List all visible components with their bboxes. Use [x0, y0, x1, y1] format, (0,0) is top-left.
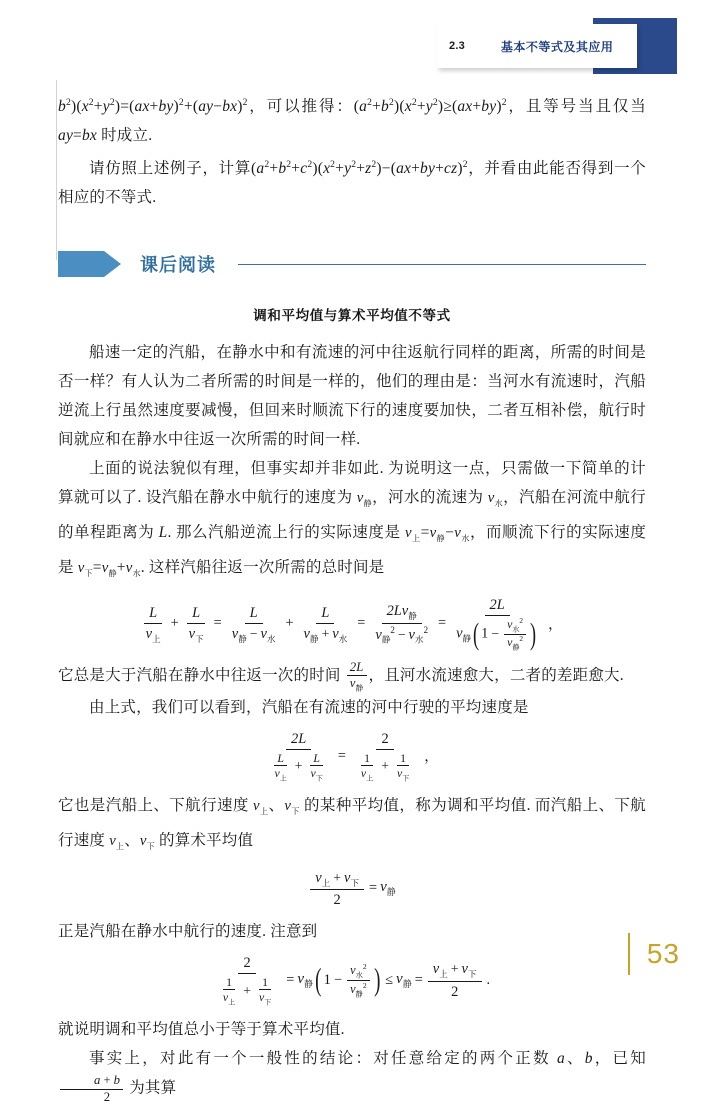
- footer-accent-rule: [628, 933, 630, 975]
- paren-open-icon-2: (: [315, 962, 322, 998]
- frac-1-over-vxia: $\frac{1}{v_下}$: [396, 750, 410, 783]
- reading-paragraph-5: 它也是汽船上、下航行速度 $v_上$、$v_下$ 的某种平均值，称为调和平均值. 而汽船上、下航行速度 $v_上$、$v_下$ 的算术平均值: [58, 796, 646, 851]
- reading-paragraph-1: 船速一定的汽船，在静水中和有流速的河中往返航行同样的距离，所需的时间是否一样？有人认为二者所需的时间是一样的，他们的理由是：当河水有流速时，汽船逆流上行虽然速度要减慢，但回来时顺流下行的速度要加快，二者互相补偿，航行时间就应和在静水中往返一次所需的时间一样.: [58, 344, 646, 449]
- paragraph-exercise: 请仿照上述例子，计算$(a^2+b^2+c^2)(x^2+y^2+z^2)-(ax+by+cz)^2$，并看由此能否得到一个相应的不等式.: [58, 159, 646, 207]
- reading-title: 调和平均值与算术平均值不等式: [253, 308, 451, 324]
- var-v-shui-3: $v_水$: [125, 560, 141, 579]
- var-L-1: L: [158, 524, 168, 542]
- frac-2-over-reciprocal-sum: 2 $\frac{1}{v_上}$ + $\frac{1}{v_下}$: [351, 730, 419, 783]
- frac-1-over-vshang: $\frac{1}{v_上}$: [360, 750, 374, 783]
- equation-1-row: $\frac{L}{v_上}$ + $\frac{L}{v_下}$ = $\frac{L}{v_静 - v_水}$ + $\frac{L}{v_静 + v_水}$ = $\frac{2Lv_静}{v_静^2 - v_水^2}$ = 2L $v_静$( 1 − $\frac{v_水^2}{v_静^2}$ ) ，: [139, 596, 566, 652]
- var-b-1: b: [584, 1050, 593, 1068]
- frac-a-plus-b-over-2: $\frac{a + b}{2}$: [60, 1073, 123, 1104]
- var-v-jing-3: $v_静$: [101, 560, 117, 579]
- frac-2L-over-sum: 2L $\frac{L}{v_上}$ + $\frac{L}{v_下}$: [264, 730, 332, 783]
- header-inner: [437, 24, 637, 68]
- frac-L-over-vjing-minus-vshui: $\frac{L}{v_静 - v_水}$: [231, 604, 276, 644]
- frac-sum-over-2-b: $\frac{v_上 + v_下}{2}$: [428, 960, 482, 1001]
- reading-paragraph-3: 它总是大于汽船在静水中往返一次的时间 $\frac{2L}{v_静}$ ，且河水流速愈大，二者的差距愈大.: [58, 659, 624, 693]
- var-v-xia-1: $v_下$: [77, 560, 93, 579]
- page-header: [0, 0, 702, 90]
- banner-arrow-icon: [58, 251, 104, 277]
- reading-paragraph-7: 就说明调和平均值总小于等于算术平均值.: [58, 1021, 345, 1039]
- reading-banner-label: 课后阅读: [140, 255, 216, 276]
- var-a-1: a: [556, 1050, 565, 1068]
- frac-L-over-vshang-inner: $\frac{L}{v_上}$: [274, 750, 287, 783]
- frac-L-over-vxia: $\frac{L}{v_下}$: [188, 604, 204, 644]
- var-v-jing-2: $v_静$: [429, 525, 446, 544]
- page-number: 53: [646, 938, 680, 969]
- reading-paragraph-4: 由上式，我们可以看到，汽船在有流速的河中行驶的平均速度是: [89, 698, 529, 716]
- var-v-xia-3: $v_下$: [139, 832, 155, 851]
- equation-3-row: $\frac{v_上 + v_下}{2}$ = $v_静$: [308, 869, 396, 910]
- frac-L-over-vshang: $\frac{L}{v_上}$: [145, 604, 161, 644]
- paren-close-icon: ): [530, 617, 537, 652]
- reading-paragraph-2: 上面的说法貌似有理，但事实却并非如此. 为说明这一点，只需做一下简单的计算就可以了. 设汽船在静水中航行的速度为 $v_静$，河水的流速为 $v_水$，汽船在河流中航行的单程距离为 L. 那么汽船逆流上行的实际速度是 $v_上=v_静-v_水$，而顺流下行的实际速度是 $v_下=v_静+v_水$. 这样汽船往返一次所需的总时间是: [58, 460, 647, 579]
- var-v-shui-1: $v_水$: [487, 490, 504, 509]
- reading-section-banner: [58, 242, 646, 286]
- equation-4-row: 2 $\frac{1}{v_上}$ + $\frac{1}{v_下}$ = $v_静$ ( 1 − $\frac{v_水^2}{v_静^2}$ ) ≤ $v_静$ = $\frac{v_上 + v_下}{2}$ .: [211, 954, 493, 1007]
- frac-1-over-vshang-2: $\frac{1}{v_上}$: [222, 975, 236, 1007]
- paren-open-icon: (: [473, 617, 480, 652]
- header-section-number: 2.3: [449, 40, 465, 52]
- frac-L-over-vjing-plus-vshui: $\frac{L}{v_静 + v_水}$: [303, 604, 348, 644]
- banner-horizontal-rule: [238, 264, 646, 265]
- var-v-shang-1: $v_上$: [404, 525, 421, 544]
- math-inline-1: $b^2$: [58, 97, 71, 116]
- header-section-title: 基本不等式及其应用: [500, 39, 614, 54]
- equation-total-time: [58, 596, 646, 652]
- equation-arithmetic-mean: [58, 869, 646, 910]
- var-v-shang-3: $v_上$: [109, 832, 125, 851]
- left-margin-rule: [56, 80, 57, 260]
- frac-2L-over-vjing-paren: 2L $v_静$( 1 − $\frac{v_水^2}{v_静^2}$ ): [456, 597, 537, 652]
- frac-vshui2-over-vjing2: $\frac{v_水^2}{v_静^2}$: [504, 617, 526, 652]
- frac-sum-over-2: $\frac{v_上 + v_下}{2}$: [310, 869, 364, 910]
- reading-paragraph-6: 正是汽船在静水中航行的速度. 注意到: [58, 923, 318, 941]
- equation-2-row: 2L $\frac{L}{v_上}$ + $\frac{L}{v_下}$ = 2 $\frac{1}{v_上}$ + $\frac{1}{v_下}$ ，: [262, 730, 441, 783]
- var-v-shui-2: $v_水$: [454, 525, 470, 544]
- frac-2L-over-vjing: $\frac{2L}{v_静}$: [347, 660, 367, 693]
- paren-close-icon-2: ): [373, 962, 381, 998]
- var-v-shang-2: $v_上$: [253, 797, 269, 816]
- frac-vshui2-over-vjing2-b: $\frac{v_水^2}{v_静^2}$: [347, 962, 370, 1000]
- equation-average-speed: [58, 730, 646, 783]
- frac-2Lvjing-over-diff-squares: $\frac{2Lv_静}{v_静^2 - v_水^2}$: [375, 603, 429, 645]
- reading-paragraph-8: 事实上，对此有一个一般性的结论：对任意给定的两个正数 a、b，已知 $\frac{a + b}{2}$ 为其算: [58, 1044, 646, 1104]
- frac-L-over-vxia-inner: $\frac{L}{v_下}$: [310, 750, 323, 783]
- page-footer: [0, 923, 702, 998]
- paragraph-continuation: $b^2)(x^2+y^2)=(ax+by)^2+(ay-bx)^2$，可以推得：$(a^2+b^2)(x^2+y^2)\ge(ax+by)^2$，且等号当且仅当 ay=bx 时成立.: [58, 97, 647, 145]
- var-v-jing-1: $v_静$: [356, 490, 373, 509]
- frac-2-over-reciprocal-sum-2: 2 $\frac{1}{v_上}$ + $\frac{1}{v_下}$: [213, 954, 281, 1007]
- var-v-xia-2: $v_下$: [284, 797, 300, 816]
- frac-1-over-vxia-2: $\frac{1}{v_下}$: [258, 975, 272, 1007]
